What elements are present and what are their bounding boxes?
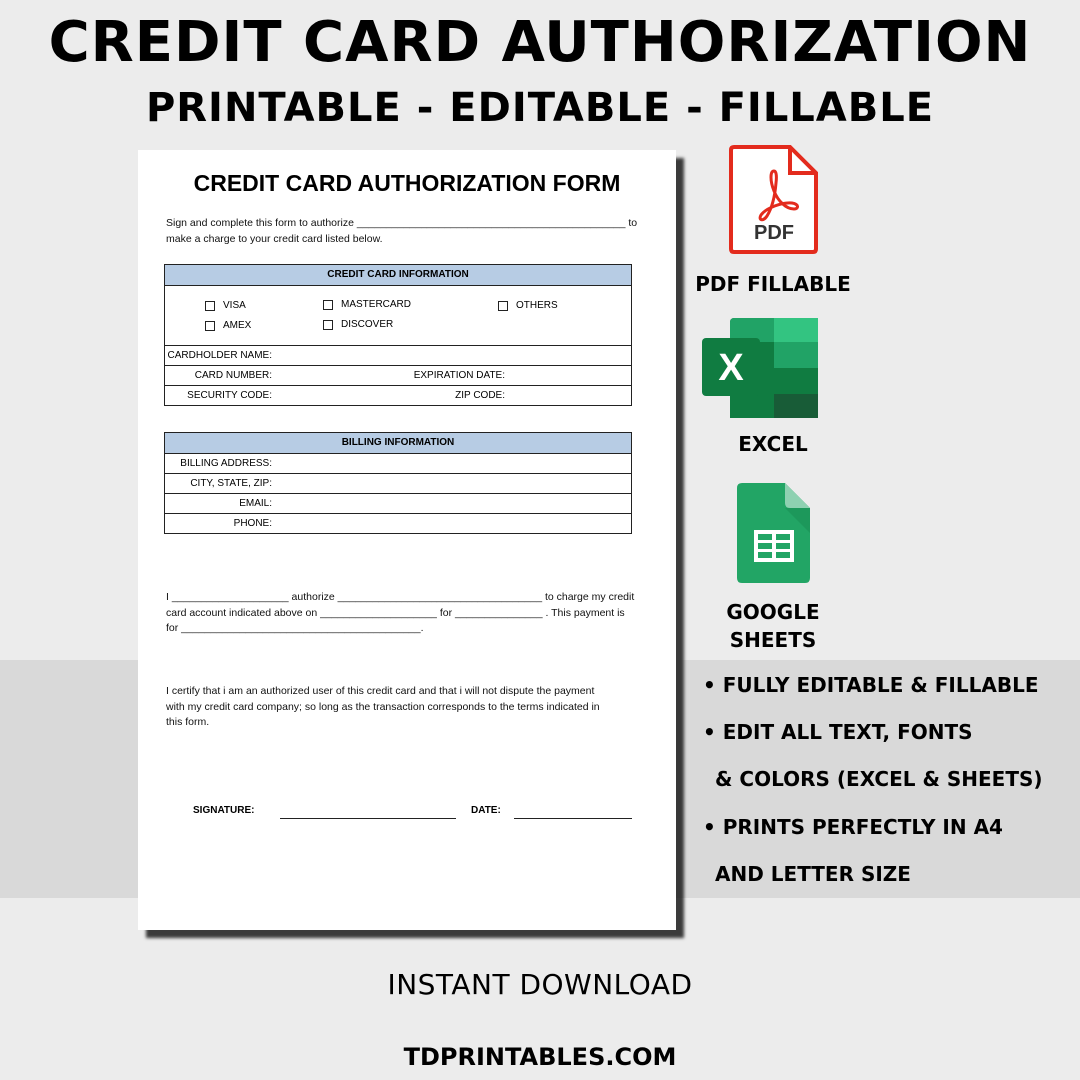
checkbox-label: AMEX <box>223 320 252 331</box>
checkbox-mastercard[interactable] <box>323 299 411 310</box>
page-title: CREDIT CARD AUTHORIZATION <box>48 10 1032 75</box>
billing-info-header: BILLING INFORMATION <box>165 433 631 454</box>
cardholder-row[interactable] <box>165 345 631 365</box>
certify-line: I certify that i am an authorized user of this credit card and that i will not dispute the payment <box>166 685 595 697</box>
intro-line: Sign and complete this form to authorize ______________________________________________ to <box>166 217 638 229</box>
billing-address-label: BILLING ADDRESS: <box>180 458 272 469</box>
checkbox-amex[interactable] <box>205 320 251 331</box>
billing-info-table <box>164 432 632 534</box>
website-link[interactable]: TDPRINTABLES.COM <box>403 1043 677 1071</box>
sheets-label-line: SHEETS <box>729 628 817 652</box>
credit-card-info-table <box>164 264 632 406</box>
email-row[interactable] <box>165 493 631 513</box>
intro-line: make a charge to your credit card listed below. <box>166 232 383 245</box>
auth-line: I ____________________ authorize ___________________________________ to charge my credit <box>166 591 635 603</box>
form-intro <box>166 216 656 247</box>
feature-edit-text: • EDIT ALL TEXT, FONTS <box>703 720 973 744</box>
authorization-paragraph <box>166 590 656 637</box>
credit-card-info-header: CREDIT CARD INFORMATION <box>165 265 631 286</box>
checkbox-discover[interactable] <box>323 319 393 330</box>
cardholder-label: CARDHOLDER NAME: <box>167 350 272 361</box>
form-title: CREDIT CARD AUTHORIZATION FORM <box>193 170 621 196</box>
card-number-row[interactable] <box>165 365 631 385</box>
checkbox-visa[interactable] <box>205 300 246 311</box>
pdf-fillable-label: PDF FILLABLE <box>695 272 851 296</box>
city-state-zip-label: CITY, STATE, ZIP: <box>190 478 272 489</box>
checkbox-label: MASTERCARD <box>341 299 412 310</box>
checkbox-label: VISA <box>223 300 246 311</box>
card-number-label: CARD NUMBER: <box>194 370 272 381</box>
checkbox-square[interactable] <box>205 301 215 311</box>
phone-label: PHONE: <box>233 518 272 529</box>
feature-colors: & COLORS (EXCEL & SHEETS) <box>715 767 1043 791</box>
checkbox-label: OTHERS <box>516 300 558 311</box>
checkbox-square[interactable] <box>205 321 215 331</box>
instant-download-text: INSTANT DOWNLOAD <box>387 968 693 1001</box>
date-line[interactable] <box>514 818 632 819</box>
card-type-options <box>165 286 631 345</box>
pdf-icon-text: PDF <box>754 222 794 244</box>
signature-label: SIGNATURE: <box>193 805 255 816</box>
city-state-zip-row[interactable] <box>165 473 631 493</box>
certification-paragraph <box>166 684 656 731</box>
sheets-label-line: GOOGLE <box>726 600 820 624</box>
checkbox-square[interactable] <box>498 301 508 311</box>
certify-line: this form. <box>166 716 210 728</box>
security-code-label: SECURITY CODE: <box>187 390 272 401</box>
certify-line: with my credit card company; so long as the transaction corresponds to the terms indicated in <box>166 700 600 713</box>
date-label: DATE: <box>471 805 501 816</box>
feature-letter-size: AND LETTER SIZE <box>715 862 911 886</box>
signature-line[interactable] <box>280 818 456 819</box>
google-sheets-icon <box>737 482 811 584</box>
expiration-label: EXPIRATION DATE: <box>413 370 505 381</box>
excel-icon <box>700 316 820 420</box>
feature-editable: • FULLY EDITABLE & FILLABLE <box>703 673 1039 697</box>
checkbox-square[interactable] <box>323 320 333 330</box>
excel-label: EXCEL <box>738 432 808 456</box>
zip-code-label: ZIP CODE: <box>455 390 505 401</box>
auth-line: for _________________________________________. <box>166 622 424 634</box>
checkbox-label: DISCOVER <box>341 319 394 330</box>
google-sheets-label <box>680 598 866 654</box>
auth-line: card account indicated above on ____________________ for _______________ . This payment is <box>166 606 625 619</box>
billing-address-row[interactable] <box>165 454 631 473</box>
excel-icon-letter: X <box>718 347 744 389</box>
checkbox-others[interactable] <box>498 300 558 311</box>
checkbox-square[interactable] <box>323 300 333 310</box>
pdf-icon <box>728 143 820 255</box>
form-preview <box>138 150 676 930</box>
email-label: EMAIL: <box>239 498 272 509</box>
security-code-row[interactable] <box>165 385 631 405</box>
page-subtitle: PRINTABLE - EDITABLE - FILLABLE <box>145 85 935 131</box>
feature-prints: • PRINTS PERFECTLY IN A4 <box>703 815 1003 839</box>
phone-row[interactable] <box>165 513 631 533</box>
